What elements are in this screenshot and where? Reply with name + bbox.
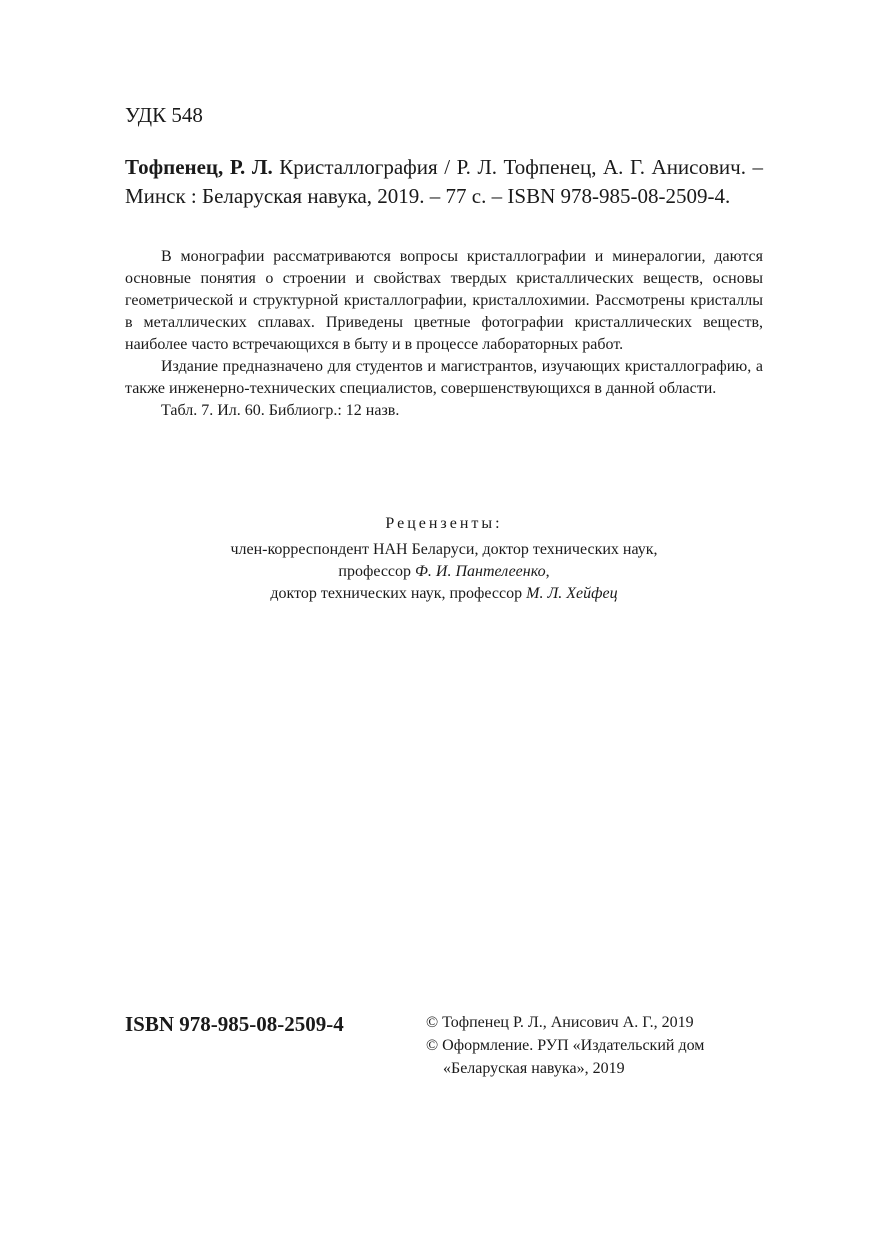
reviewers-block bbox=[125, 513, 763, 605]
copyright-design: © Оформление. РУП «Издательский дом bbox=[426, 1037, 705, 1054]
reviewer-2-line bbox=[125, 583, 763, 605]
citation-author: Тофпенец, Р. Л. bbox=[125, 155, 273, 179]
reviewer-2-name: М. Л. Хейфец bbox=[526, 585, 618, 602]
udk-code: УДК 548 bbox=[125, 103, 203, 127]
reviewer-1-comma: , bbox=[545, 563, 550, 580]
citation-publisher: А. Г. Анисович. – Минск : Беларуская навука, 2019. – 77 с. – bbox=[125, 155, 763, 208]
reviewer-1-title: профессор bbox=[338, 563, 416, 580]
citation-isbn: ISBN 978-985-08-2509-4. bbox=[507, 184, 731, 208]
reviewer-1-name-line bbox=[125, 561, 763, 583]
reviewer-1-line: член-корреспондент НАН Беларуси, доктор технических наук, bbox=[230, 541, 658, 558]
reviewer-2-title: доктор технических наук, профессор bbox=[270, 585, 527, 602]
isbn-number: ISBN 978-985-08-2509-4 bbox=[125, 1012, 344, 1036]
reviewer-1-name: Ф. И. Пантелеенко bbox=[415, 563, 546, 580]
reviewers-heading: Рецензенты: bbox=[385, 515, 503, 532]
abstract-paragraph-1: В монографии рассматриваются вопросы кристаллографии и минералогии, даются основные понятия о строении и свойствах твердых кристаллических веществ, основы геометрической и структурной кристаллографии, кристаллохимии. Рассмотрены кристаллы в металлических сплавах. Приведены цветные фотографии кристаллических веществ, наиболее часто встречающихся в быту и в процессе лабораторных работ. bbox=[125, 248, 763, 353]
copyright-authors: © Тофпенец Р. Л., Анисович А. Г., 2019 bbox=[426, 1014, 694, 1031]
copyright-block bbox=[426, 1011, 704, 1080]
bibliographic-citation bbox=[125, 153, 763, 211]
copyright-publisher: «Беларуская навука», 2019 bbox=[443, 1060, 625, 1077]
citation-title: Кристаллография / Р. Л. Тофпенец, bbox=[279, 155, 597, 179]
abstract bbox=[125, 246, 763, 422]
abstract-paragraph-3: Табл. 7. Ил. 60. Библиогр.: 12 назв. bbox=[161, 402, 400, 419]
abstract-paragraph-2: Издание предназначено для студентов и магистрантов, изучающих кристаллографию, а также инженерно-технических специалистов, совершенствующихся в данной области. bbox=[125, 358, 763, 397]
